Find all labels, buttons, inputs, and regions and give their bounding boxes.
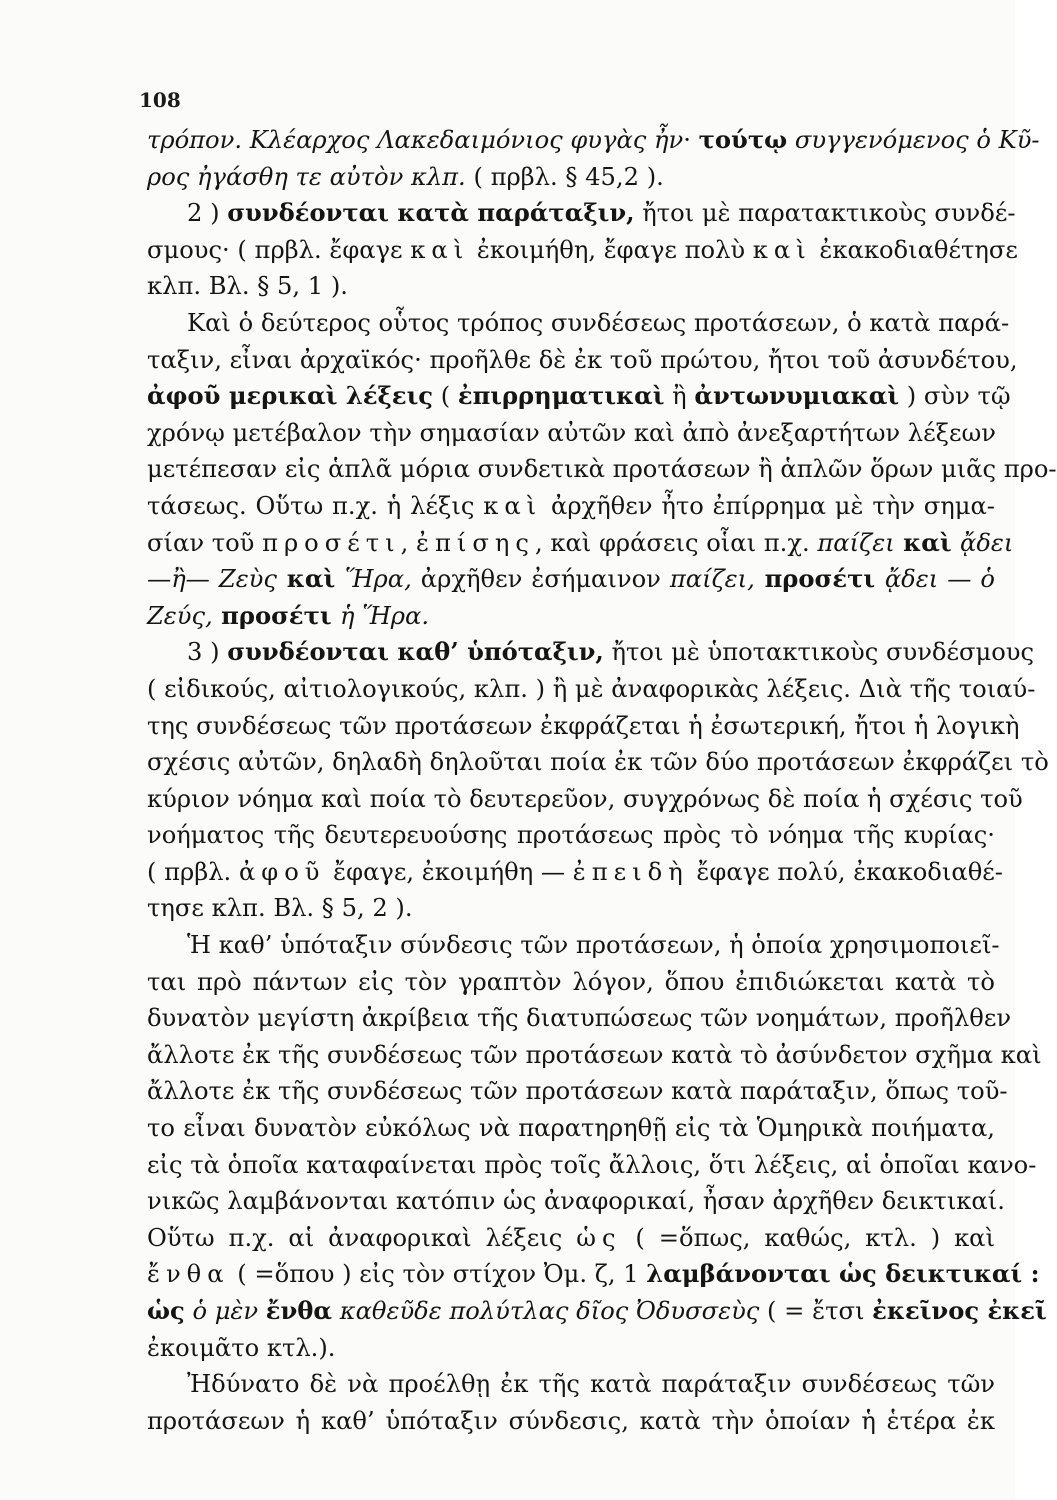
text-span: Ἡ καθ’ ὑπόταξιν σύνδεσις τῶν προτάσεων, ἡ ὁποία χρησιμοποιεῖ- bbox=[187, 931, 1000, 960]
text-span: ἄλλοτε ἐκ τῆς συνδέσεως τῶν προτάσεων κατὰ παράταξιν, ὅπως τοῦ- bbox=[147, 1077, 1008, 1106]
text-line bbox=[147, 927, 1000, 964]
italic-text: καθεῦδε πολύτλας δῖος Ὀδυσσεὺς bbox=[332, 1297, 760, 1325]
bold-text: ἀντωνυμιακαὶ bbox=[694, 381, 900, 411]
text-span: ἀρχῆθεν ἐσήμαινον bbox=[411, 565, 670, 594]
text-span: νοήματος τῆς δευτερευούσης προτάσεως πρὸς τὸ νόημα τῆς κυρίας· bbox=[147, 821, 995, 850]
text-line bbox=[147, 781, 1023, 818]
text-line bbox=[147, 1403, 995, 1440]
bold-text: καὶ bbox=[894, 527, 960, 557]
italic-text: Ζεύς, bbox=[147, 601, 213, 630]
text-span: Ἠδύνατο δὲ νὰ προέλθῃ ἐκ τῆς κατὰ παράταξιν συνδέσεως τῶν bbox=[187, 1370, 995, 1399]
italic-text: παίζει bbox=[817, 528, 895, 557]
text-span: ἀρχῆθεν ἦτο ἐπίρρημα μὲ τὴν σημα- bbox=[542, 491, 995, 520]
text-span: ἢ bbox=[664, 382, 695, 411]
page-number: 108 bbox=[139, 88, 181, 112]
bold-text: ἔνθα bbox=[265, 1296, 333, 1325]
bold-text: καὶ bbox=[276, 564, 345, 594]
text-line bbox=[147, 1366, 995, 1403]
bold-text: λαμβάνονται ὡς δεικτικαί : bbox=[646, 1259, 1040, 1289]
text-line bbox=[147, 342, 1018, 379]
text-span: Οὕτω π.χ. αἱ ἀναφορικαὶ λέξεις bbox=[147, 1223, 577, 1252]
spaced-text: ἔνθα bbox=[147, 1260, 230, 1289]
bold-text: ἀφοῦ μερικαὶ λέξεις bbox=[147, 381, 434, 411]
text-span: ( = ἔτσι bbox=[759, 1297, 873, 1325]
text-span: 3 ) bbox=[187, 638, 228, 667]
text-line bbox=[147, 1256, 1040, 1293]
italic-text: ᾄδει bbox=[959, 528, 1014, 557]
text-span: ἐκακοδιαθέτησε bbox=[811, 235, 1018, 264]
italic-text: —ἢ— Ζεὺς bbox=[147, 565, 277, 594]
text-span: , καὶ φράσεις οἷαι π.χ. bbox=[534, 528, 818, 557]
text-span: δυνατὸν μεγίστη ἀκρίβεια τῆς διατυπώσεως τῶν νοημάτων, προῆλθεν bbox=[147, 1004, 1012, 1033]
text-line bbox=[147, 1183, 1005, 1220]
text-line bbox=[147, 378, 1011, 415]
text-span: ἔφαγε πολύ, ἐκακοδιαθέ- bbox=[688, 857, 1003, 886]
text-span: 2 ) bbox=[187, 199, 228, 228]
text-line bbox=[147, 1330, 995, 1367]
text-span: ( =ὅπου ) εἰς τὸν στίχον Ὀμ. ζ, 1 bbox=[229, 1260, 647, 1289]
text-line bbox=[147, 1293, 1047, 1330]
text-line bbox=[147, 598, 995, 635]
text-span: σχέσις αὐτῶν, δηλαδὴ δηλοῦται ποία ἐκ τῶν δύο προτάσεων ἐκφράζει τὸ bbox=[147, 748, 1049, 777]
bold-text: τούτῳ bbox=[698, 125, 788, 154]
italic-text: ᾄδει — ὁ bbox=[884, 565, 995, 594]
italic-text: ἡ Ἥρα. bbox=[340, 601, 430, 630]
text-line bbox=[147, 195, 1016, 232]
text-span: ( πρβλ. bbox=[147, 857, 239, 886]
text-span: ( εἰδικούς, αἰτιολογικούς, κλπ. ) ἢ μὲ ἀναφορικὰς λέξεις. Διὰ τῆς τοιαύ- bbox=[147, 674, 1036, 703]
text-span: σμους· ( πρβλ. ἔφαγε bbox=[147, 235, 411, 264]
spaced-text: ἐπίσης bbox=[416, 528, 535, 557]
text-span: νικῶς λαμβάνονται κατόπιν ὡς ἀναφορικαί, ἦσαν ἀρχῆθεν δεικτικαί. bbox=[147, 1187, 1005, 1216]
italic-text: τρόπον. Κλέαρχος Λακεδαιμόνιος φυγὰς ἦν bbox=[147, 126, 684, 154]
text-line bbox=[147, 1000, 1012, 1037]
text-span: ) σὺν τῷ bbox=[899, 382, 1011, 411]
text-line bbox=[147, 890, 995, 927]
bold-text: προσέτι bbox=[754, 564, 885, 594]
bold-text: ἐπιρρηματικαὶ bbox=[457, 381, 665, 411]
text-span: ἤτοι μὲ παρατακτικοὺς συνδέ- bbox=[634, 199, 1016, 228]
text-line bbox=[147, 415, 995, 452]
text-line bbox=[147, 964, 995, 1001]
text-span: μετέπεσαν εἰς ἁπλᾶ μόρια συνδετικὰ προτάσεων ἢ ἁπλῶν ὅρων μιᾶς προ- bbox=[147, 455, 1057, 484]
text-line bbox=[147, 744, 1049, 781]
text-line bbox=[147, 159, 995, 196]
spaced-text: καὶ bbox=[483, 491, 543, 520]
text-line bbox=[147, 232, 1018, 269]
text-span: ἐκοιμᾶτο κτλ.). bbox=[147, 1333, 336, 1362]
text-span: ἄλλοτε ἐκ τῆς συνδέσεως τῶν προτάσεων κατὰ τὸ ἀσύνδετον σχῆμα καὶ bbox=[147, 1040, 1042, 1069]
italic-text: ρος ἠγάσθη τε αὐτὸν κλπ. bbox=[147, 162, 466, 191]
text-line bbox=[147, 671, 1036, 708]
text-span: ται πρὸ πάντων εἰς τὸν γραπτὸν λόγον, ὅπου ἐπιδιώκεται κατὰ τὸ bbox=[147, 967, 995, 996]
text-span: χρόνῳ μετέβαλον τὴν σημασίαν αὐτῶν καὶ ἀπὸ ἀνεξαρτήτων λέξεων bbox=[147, 418, 996, 447]
text-span: ἤτοι μὲ ὑποτακτικοὺς συνδέσμους bbox=[603, 638, 1035, 667]
italic-text: συγγενόμενος ὁ Κῦ- bbox=[787, 126, 1040, 154]
bold-text: συνδέονται καθ’ ὑπόταξιν, bbox=[227, 637, 604, 667]
text-span: ( =ὅπως, καθώς, κτλ. ) καὶ bbox=[621, 1223, 995, 1252]
text-span: ( bbox=[433, 382, 458, 411]
bold-text: συνδέονται κατὰ παράταξιν, bbox=[227, 198, 635, 228]
text-line bbox=[147, 525, 1014, 562]
body-text bbox=[147, 122, 1057, 1439]
text-span: προτάσεων ἡ καθ’ ὑπόταξιν σύνδεσις, κατὰ τὴν ὁποίαν ἡ ἑτέρα ἐκ bbox=[147, 1406, 995, 1435]
text-span: · bbox=[683, 126, 699, 154]
text-line bbox=[147, 817, 995, 854]
text-line bbox=[147, 854, 1003, 891]
text-line bbox=[147, 1110, 995, 1147]
text-span: της συνδέσεως τῶν προτάσεων ἐκφράζεται ἡ ἐσωτερική, ἤτοι ἡ λογικὴ bbox=[147, 711, 1020, 740]
spaced-text: προσέτι bbox=[262, 528, 401, 557]
text-line bbox=[147, 708, 1020, 745]
text-line bbox=[147, 1147, 1037, 1184]
text-span: το εἶναι δυνατὸν εὐκόλως νὰ παρατηρηθῇ εἰς τὰ Ὁμηρικὰ ποιήματα, bbox=[147, 1114, 995, 1143]
text-line bbox=[147, 488, 995, 525]
spaced-text: ἀφοῦ bbox=[238, 857, 326, 886]
bold-text: ἐκεῖνος ἐκεῖ bbox=[872, 1296, 1047, 1325]
text-span: , bbox=[400, 528, 417, 557]
text-line bbox=[147, 1220, 995, 1257]
spaced-text: ἐπειδὴ bbox=[572, 857, 689, 886]
text-span: τησε κλπ. Βλ. § 5, 2 ). bbox=[147, 894, 413, 923]
italic-text: παίζει, bbox=[669, 565, 755, 594]
text-span: ἐκοιμήθη, ἔφαγε πολὺ bbox=[469, 235, 753, 264]
italic-text: ὁ μὲν bbox=[184, 1297, 266, 1325]
text-line bbox=[147, 634, 1035, 671]
text-span: εἰς τὰ ὁποῖα καταφαίνεται πρὸς τοῖς ἄλλοις, ὅτι λέξεις, αἱ ὁποῖαι κανο- bbox=[147, 1150, 1037, 1179]
text-line bbox=[147, 122, 1040, 159]
spaced-text: ὡς bbox=[576, 1223, 622, 1252]
text-line bbox=[147, 1073, 1008, 1110]
text-span: ( πρβλ. § 45,2 ). bbox=[465, 162, 664, 191]
text-line bbox=[147, 305, 1010, 342]
text-span: ἔφαγε, ἐκοιμήθη — bbox=[325, 857, 573, 886]
text-line bbox=[147, 268, 995, 305]
text-line bbox=[147, 451, 1057, 488]
italic-text: Ἥρα, bbox=[344, 565, 412, 594]
bold-text: προσέτι bbox=[212, 600, 341, 630]
spaced-text: καὶ bbox=[752, 235, 812, 264]
bold-text: ὡς bbox=[147, 1296, 185, 1325]
text-line bbox=[147, 1037, 1042, 1074]
text-span: κλπ. Βλ. § 5, 1 ). bbox=[147, 272, 348, 301]
text-span: ταξιν, εἶναι ἀρχαϊκός· προῆλθε δὲ ἐκ τοῦ πρώτου, ἤτοι τοῦ ἀσυνδέτου, bbox=[147, 345, 1018, 374]
text-span: τάσεως. Οὕτω π.χ. ἡ λέξις bbox=[147, 491, 484, 520]
text-span: σίαν τοῦ bbox=[147, 528, 263, 557]
text-span: κύριον νόημα καὶ ποία τὸ δευτερεῦον, συγχρόνως δὲ ποία ἡ σχέσις τοῦ bbox=[147, 784, 1023, 813]
text-line bbox=[147, 561, 995, 598]
text-span: Καὶ ὁ δεύτερος οὗτος τρόπος συνδέσεως προτάσεων, ὁ κατὰ παρά- bbox=[187, 308, 1010, 337]
spaced-text: καὶ bbox=[410, 235, 470, 264]
